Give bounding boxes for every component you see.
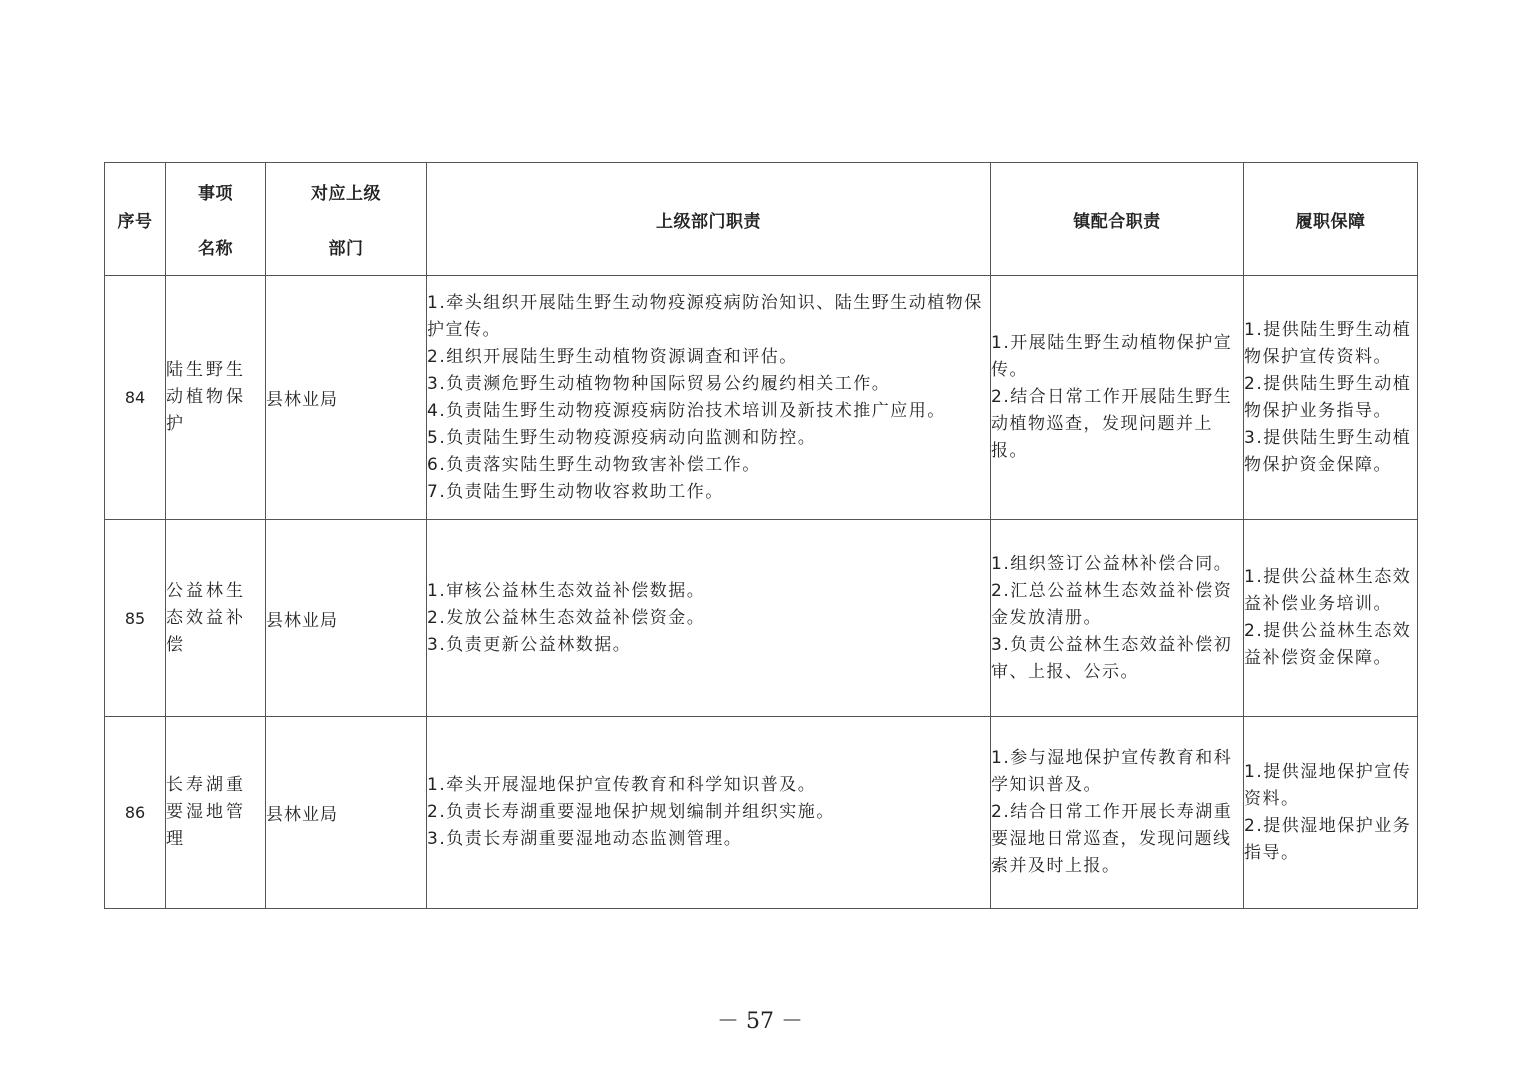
row-item-name: 陆生野生动植物保护 (166, 276, 266, 520)
list-item: 2.组织开展陆生野生动植物资源调查和评估。 (427, 346, 798, 367)
list-item: 3.提供陆生野生动植物保护资金保障。 (1244, 427, 1412, 475)
row-upper-dept: 县林业局 (266, 717, 427, 909)
table-row (105, 717, 1418, 909)
list-item: 5.负责陆生野生动物疫源疫病动向监测和防控。 (427, 427, 817, 448)
list-item: 2.发放公益林生态效益补偿资金。 (427, 607, 706, 628)
row-upper-dept: 县林业局 (266, 276, 427, 520)
header-guarantee: 履职保障 (1244, 163, 1418, 276)
list-item: 3.负责更新公益林数据。 (427, 634, 632, 655)
row-seq: 86 (105, 717, 166, 909)
table-row (105, 276, 1418, 520)
list-item: 1.组织签订公益林补偿合同。 (991, 553, 1233, 574)
header-upper-duty: 上级部门职责 (427, 163, 991, 276)
list-item: 1.参与湿地保护宣传教育和科学知识普及。 (991, 748, 1233, 795)
header-item-name-line1: 事项 (198, 184, 233, 204)
list-item: 2.提供陆生野生动植物保护业务指导。 (1244, 373, 1412, 421)
list-item: 2.结合日常工作开展长寿湖重要湿地日常巡查，发现问题线索并及时上报。 (991, 802, 1233, 876)
list-item: 1.开展陆生野生动植物保护宣传。 (991, 333, 1233, 380)
list-item: 2.提供湿地保护业务指导。 (1244, 815, 1412, 863)
list-item: 3.负责公益林生态效益补偿初审、上报、公示。 (991, 634, 1233, 682)
duty-table (104, 162, 1418, 909)
list-item: 1.审核公益林生态效益补偿数据。 (427, 580, 706, 601)
row-town-duties (991, 276, 1244, 520)
list-item: 2.结合日常工作开展陆生野生动植物巡查，发现问题并上报。 (991, 387, 1233, 461)
page-number: － 57 － (717, 1009, 803, 1034)
list-item: 3.负责长寿湖重要湿地动态监测管理。 (427, 829, 743, 849)
row-seq: 84 (105, 276, 166, 520)
row-upper-duties (427, 717, 991, 909)
row-guarantees (1244, 717, 1418, 909)
header-upper-dept (266, 163, 427, 276)
header-seq: 序号 (105, 163, 166, 276)
table-row (105, 520, 1418, 717)
list-item: 1.牵头开展湿地保护宣传教育和科学知识普及。 (427, 775, 817, 795)
list-item: 4.负责陆生野生动物疫源疫病防治技术培训及新技术推广应用。 (427, 400, 946, 421)
row-guarantees (1244, 520, 1418, 717)
header-item-name-line2: 名称 (198, 239, 233, 259)
list-item: 1.提供陆生野生动植物保护宣传资料。 (1244, 319, 1412, 367)
header-item-name (166, 163, 266, 276)
row-seq: 85 (105, 520, 166, 717)
list-item: 3.负责濒危野生动植物物种国际贸易公约履约相关工作。 (427, 373, 891, 394)
header-row (105, 163, 1418, 276)
row-upper-duties (427, 276, 991, 520)
list-item: 1.提供湿地保护宣传资料。 (1244, 761, 1412, 809)
list-item: 6.负责落实陆生野生动物致害补偿工作。 (427, 454, 761, 475)
list-item: 2.汇总公益林生态效益补偿资金发放清册。 (991, 580, 1233, 628)
header-upper-dept-line1: 对应上级 (311, 184, 381, 204)
header-upper-dept-line2: 部门 (328, 239, 364, 259)
row-upper-dept: 县林业局 (266, 520, 427, 717)
row-town-duties (991, 520, 1244, 717)
row-item-name: 长寿湖重要湿地管理 (166, 717, 266, 909)
row-item-name: 公益林生态效益补偿 (166, 520, 266, 717)
list-item: 1.提供公益林生态效益补偿业务培训。 (1244, 567, 1412, 614)
list-item: 1.牵头组织开展陆生野生动物疫源疫病防治知识、陆生野生动植物保护宣传。 (427, 292, 983, 340)
list-item: 7.负责陆生野生动物收容救助工作。 (427, 481, 724, 502)
row-guarantees (1244, 276, 1418, 520)
row-town-duties (991, 717, 1244, 909)
header-town-duty: 镇配合职责 (991, 163, 1244, 276)
list-item: 2.负责长寿湖重要湿地保护规划编制并组织实施。 (427, 802, 835, 822)
list-item: 2.提供公益林生态效益补偿资金保障。 (1244, 621, 1412, 668)
row-upper-duties (427, 520, 991, 717)
